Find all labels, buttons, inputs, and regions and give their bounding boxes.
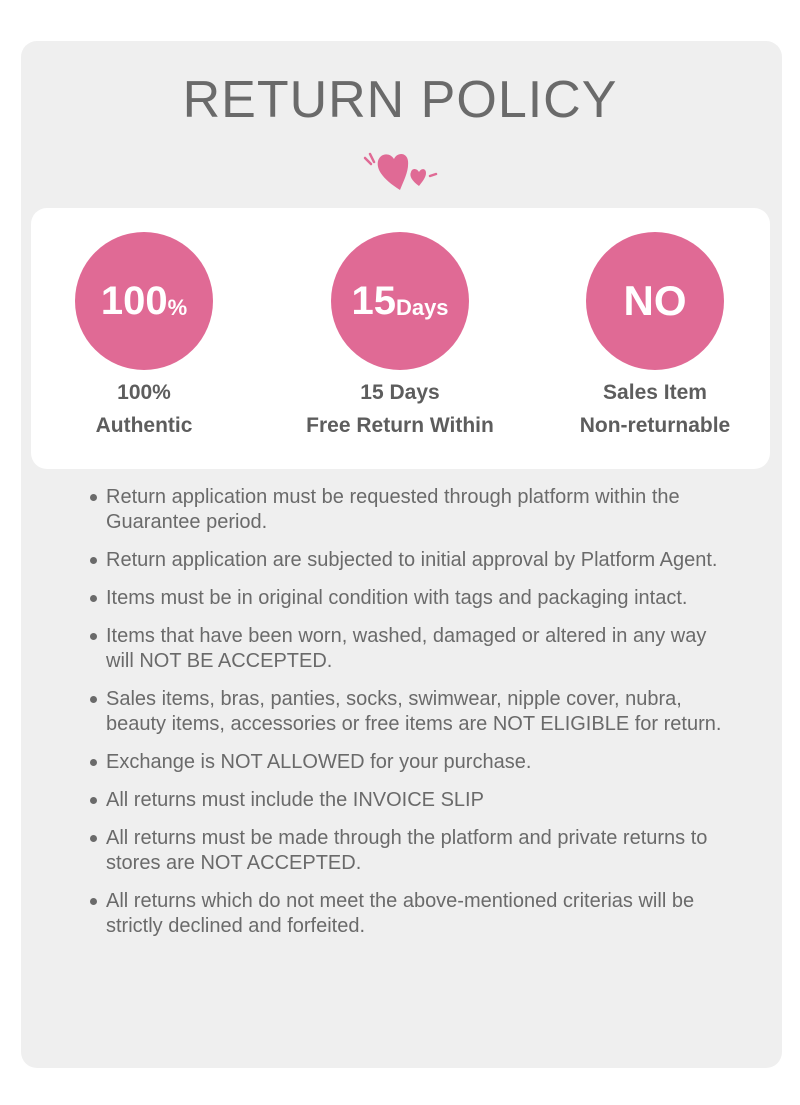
feature-non-returnable	[525, 232, 785, 442]
list-item: Exchange is NOT ALLOWED for your purchase.	[88, 750, 738, 775]
list-item: Return application are subjected to initial approval by Platform Agent.	[88, 548, 738, 573]
feature-line1: 15 Days	[360, 381, 440, 404]
list-item: All returns which do not meet the above-mentioned criterias will be strictly declined and forfeited.	[88, 889, 738, 939]
badge-number: 15	[351, 278, 396, 323]
list-item: Return application must be requested through platform within the Guarantee period.	[88, 485, 738, 535]
badge-unit: %	[167, 295, 188, 320]
authentic-badge	[75, 232, 213, 370]
feature-line1: Sales Item	[603, 381, 707, 404]
hearts-icon	[362, 146, 438, 194]
page-title: RETURN POLICY	[182, 71, 618, 129]
list-item: All returns must include the INVOICE SLIP	[88, 788, 738, 813]
list-item: Sales items, bras, panties, socks, swimwear, nipple cover, nubra, beauty items, accessories or free items are NOT ELIGIBLE for return.	[88, 687, 738, 737]
badge-number: 100	[100, 278, 168, 323]
badge-unit: Days	[395, 295, 449, 320]
list-item: Items must be in original condition with tags and packaging intact.	[88, 586, 738, 611]
feature-line2: Free Return Within	[306, 414, 494, 437]
feature-authentic	[14, 232, 274, 442]
no-badge	[586, 232, 724, 370]
list-item: All returns must be made through the platform and private returns to stores are NOT ACCEPTED.	[88, 826, 738, 876]
feature-line2: Authentic	[95, 414, 193, 437]
feature-line2: Non-returnable	[579, 414, 731, 437]
policy-rules-list	[88, 485, 738, 952]
list-item: Items that have been worn, washed, damaged or altered in any way will NOT BE ACCEPTED.	[88, 624, 738, 674]
feature-line1: 100%	[117, 381, 171, 404]
badge-text: NO	[623, 277, 687, 324]
feature-free-return	[270, 232, 530, 442]
days-badge	[331, 232, 469, 370]
